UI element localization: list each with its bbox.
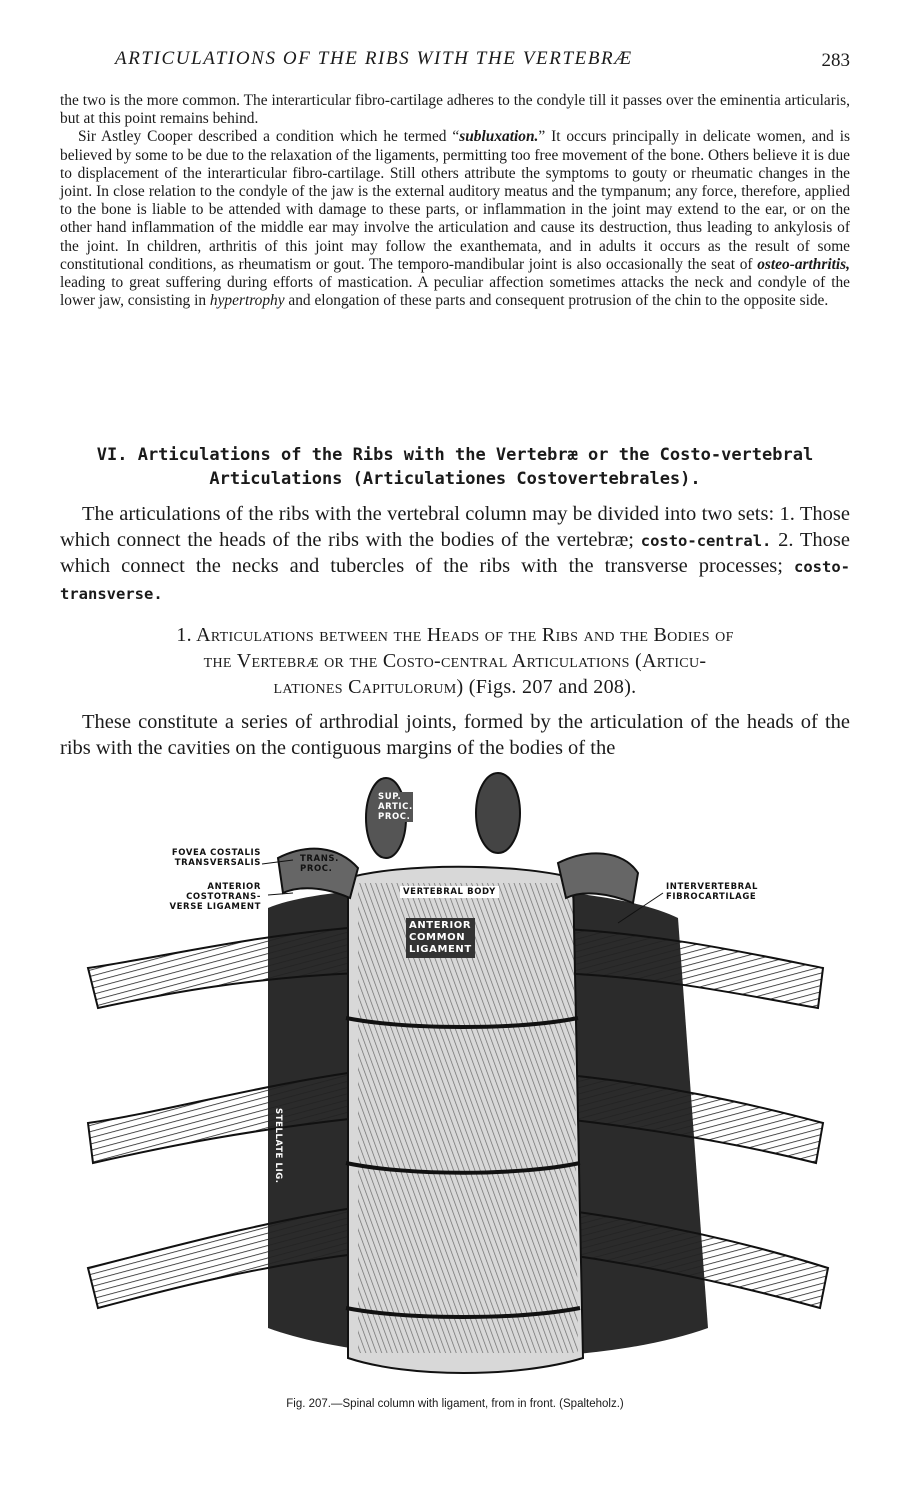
label-stellate-ligament: STELLATE LIG. (273, 1108, 283, 1184)
term-subluxation: subluxation. (459, 128, 539, 146)
term-osteo-arthritis: osteo-arthritis, (757, 255, 850, 273)
subsection-heading (60, 622, 850, 700)
label-fovea-costalis: FOVEA COSTALIS TRANSVERSALIS (171, 848, 261, 868)
term-costo-central: costo-central. (640, 531, 772, 550)
transverse-process-right (558, 853, 638, 903)
running-head-title: ARTICULATIONS OF THE RIBS WITH THE VERTEBRÆ (115, 48, 633, 69)
section-paragraph: The articulations of the ribs with the vertebral column may be divided into two sets: 1. Those which connect the heads of the ribs with the bodies of the vertebræ; costo-central. 2. Those which connect the necks and tubercles of the ribs with the transverse processes; costo-transverse. (60, 503, 850, 603)
subsection-heading-line-3: lationes Capitulorum) (Figs. 207 and 208). (273, 676, 637, 698)
figure-spinal-column (78, 768, 838, 1396)
label-anterior-common-ligament: ANTERIOR COMMON LIGAMENT (406, 918, 475, 958)
running-head (60, 48, 850, 78)
page-number: 283 (821, 50, 850, 71)
intro-paragraph-1: the two is the more common. The interarticular fibro-cartilage adheres to the condyle till it passes over the eminentia articularis, but at this point remains behind. (60, 92, 850, 128)
intro-paragraph-2: Sir Astley Cooper described a condition which he termed “subluxation.” It occurs principally in delicate women, and is believed by some to be due to the relaxation of the ligaments, permitting too free movement of the bone. Others believe it is due to displacement of the interarticular fibro-cartilage. Still others attribute the symptoms to gouty or rheumatic changes in the joint. In close relation to the condyle of the jaw is the external auditory meatus and the tympanum; any force, therefore, applied to the bone is liable to be attended with damage to these parts, or inflammation in the joint may extend to the ear, or on the other hand inflammation of the middle ear may involve the articulation and cause its destruction, thus leading to ankylosis of the joint. In children, arthritis of this joint may follow the exanthemata, and in adults it occurs as the result of some constitutional conditions, as rheumatism or gout. The temporo-mandibular joint is also occasionally the seat of osteo-arthritis, leading to great suffering during efforts of mastication. A peculiar affection sometimes attacks the neck and condyle of the lower jaw, consisting in hypertrophy and elongation of these parts and consequent protrusion of the chin to the opposite side. (60, 128, 850, 310)
label-trans-proc: TRANS. PROC. (300, 854, 339, 874)
subsection-heading-line-1: 1. Articulations between the Heads of the Ribs and the Bodies of (176, 624, 734, 646)
section-heading-line-2: Articulations (Articulationes Costovertebrales). (209, 469, 701, 489)
subsection-heading-line-2: the Vertebræ or the Costo-central Articulations (Articu- (203, 650, 707, 672)
articular-process (476, 773, 520, 853)
intro-text (60, 92, 850, 310)
section-heading-line-1: VI. Articulations of the Ribs with the Vertebræ or the Costo-vertebral (96, 445, 814, 465)
term-costo-transverse: costo-transverse. (60, 558, 850, 603)
subsection-paragraph: These constitute a series of arthrodial joints, formed by the articulation of the heads of the ribs with the cavities on the contiguous margins of the bodies of the (60, 711, 850, 759)
label-sup-artic-proc: SUP. ARTIC. PROC. (378, 792, 413, 822)
label-vertebral-body: VERTEBRAL BODY (400, 886, 499, 898)
figure-caption: Fig. 207.—Spinal column with ligament, from in front. (Spalteholz.) (286, 1398, 624, 1410)
term-hypertrophy: hypertrophy (209, 292, 285, 310)
section-heading (60, 443, 850, 491)
label-anterior-costotransverse: ANTERIOR COSTOTRANS- VERSE LIGAMENT (169, 882, 261, 912)
label-intervertebral-fibrocartilage: INTERVERTEBRAL FIBROCARTILAGE (666, 882, 758, 902)
